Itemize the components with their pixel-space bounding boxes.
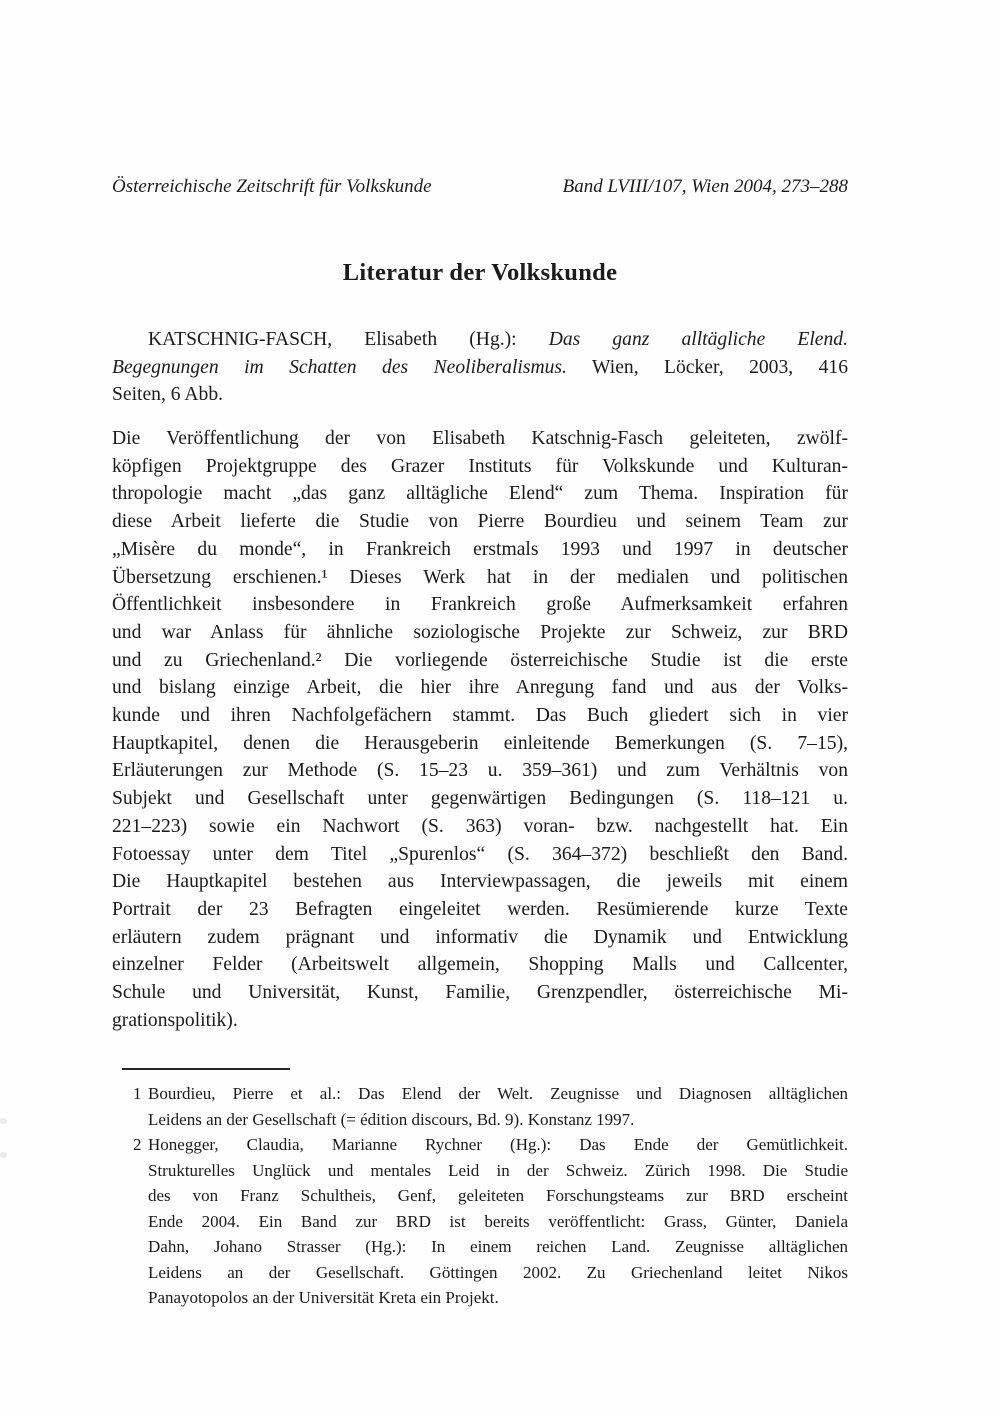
scan-artifact bbox=[0, 1152, 7, 1158]
footnote-line: Bourdieu, Pierre et al.: Das Elend der Welt. Zeugnisse und Diagnosen alltäglichen bbox=[148, 1084, 848, 1103]
footnote-item bbox=[133, 1081, 848, 1132]
body-line: Subjekt und Gesellschaft unter gegenwärtigen Bedingungen (S. 118–121 u. bbox=[112, 788, 848, 810]
body-line: kunde und ihren Nachfolgefächern stammt. Das Buch gliedert sich in vier bbox=[112, 705, 848, 727]
scan-artifact bbox=[0, 1118, 7, 1124]
body-line: „Misère du monde“, in Frankreich erstmals 1993 und 1997 in deutscher bbox=[112, 538, 848, 560]
footnote-item bbox=[133, 1132, 848, 1311]
footnote-line: Panayotopolos an der Universität Kreta ein Projekt. bbox=[148, 1288, 499, 1307]
body-line: Portrait der 23 Befragten eingeleitet werden. Resümierende kurze Texte bbox=[112, 898, 848, 920]
running-head bbox=[112, 175, 848, 199]
footnote-separator-rule bbox=[122, 1068, 290, 1070]
body-line: grationspolitik). bbox=[112, 1009, 238, 1031]
body-line: Erläuterungen zur Methode (S. 15–23 u. 359–361) und zum Verhältnis von bbox=[112, 760, 848, 782]
body-line: Fotoessay unter dem Titel „Spurenlos“ (S. 364–372) beschließt den Band. bbox=[112, 843, 848, 865]
page-title: Literatur der Volkskunde bbox=[342, 259, 618, 286]
citation-line bbox=[112, 381, 848, 409]
body-line: und bislang einzige Arbeit, die hier ihre Anregung fand und aus der Volks- bbox=[112, 677, 848, 699]
body-line: Die Veröffentlichung der von Elisabeth Katschnig-Fasch geleiteten, zwölf- bbox=[112, 428, 848, 449]
footnote-line: Leidens an der Gesellschaft. Göttingen 2002. Zu Griechenland leitet Nikos bbox=[148, 1262, 848, 1282]
body-line: Hauptkapitel, denen die Herausgeberin einleitende Bemerkungen (S. 7–15), bbox=[112, 732, 848, 754]
body-line: und zu Griechenland.² Die vorliegende österreichische Studie ist die erste bbox=[112, 649, 848, 671]
footnote-line: Dahn, Johano Strasser (Hg.): In einem reichen Land. Zeugnisse alltäglichen bbox=[148, 1237, 848, 1256]
footnote-line: Strukturelles Unglück und mentales Leid in der Schweiz. Zürich 1998. Die Studie bbox=[148, 1160, 848, 1180]
body-line: 221–223) sowie ein Nachwort (S. 363) voran- bzw. nachgestellt hat. Ein bbox=[112, 815, 848, 837]
body-line: Übersetzung erschienen.¹ Dieses Werk hat in der medialen und politischen bbox=[112, 566, 848, 588]
citation-book-title: Das ganz alltägliche Elend. bbox=[548, 329, 848, 350]
citation-line bbox=[112, 326, 848, 354]
footnote-line: Ende 2004. Ein Band zur BRD ist bereits veröffentlicht: Grass, Günter, Daniela bbox=[148, 1211, 848, 1231]
footnote-line: Leidens an der Gesellschaft (= édition discours, Bd. 9). Konstanz 1997. bbox=[148, 1109, 635, 1129]
body-line: Öffentlichkeit insbesondere in Frankreich große Aufmerksamkeit erfahren bbox=[112, 594, 848, 616]
body-line: und war Anlass für ähnliche soziologische Projekte zur Schweiz, zur BRD bbox=[112, 621, 848, 643]
citation-paragraph bbox=[112, 326, 848, 409]
body-line: erläutern zudem prägnant und informativ die Dynamik und Entwicklung bbox=[112, 926, 848, 948]
footnote-line: Honegger, Claudia, Marianne Rychner (Hg.): Das Ende der Gemütlichkeit. bbox=[148, 1135, 848, 1154]
citation-text: KATSCHNIG-FASCH, Elisabeth (Hg.): bbox=[148, 329, 549, 350]
citation-book-title: Begegnungen im Schatten des Neoliberalismus. bbox=[112, 356, 567, 378]
footnote-text bbox=[148, 1132, 848, 1311]
body-line: diese Arbeit lieferte die Studie von Pierre Bourdieu und seinem Team zur bbox=[112, 511, 848, 533]
citation-text: Wien, Löcker, 2003, 416 bbox=[566, 356, 848, 378]
footnotes-section bbox=[133, 1081, 848, 1311]
journal-title: Österreichische Zeitschrift für Volkskunde bbox=[112, 176, 432, 197]
citation-line bbox=[112, 354, 848, 382]
footnote-number: 1 bbox=[133, 1084, 142, 1103]
body-line: einzelner Felder (Arbeitswelt allgemein, Shopping Malls und Callcenter, bbox=[112, 954, 848, 976]
review-body bbox=[112, 425, 848, 1034]
body-line: Schule und Universität, Kunst, Familie, Grenzpendler, österreichische Mi- bbox=[112, 982, 848, 1004]
issue-info: Band LVIII/107, Wien 2004, 273–288 bbox=[562, 176, 848, 197]
body-line: Die Hauptkapitel bestehen aus Interviewpassagen, die jeweils mit einem bbox=[112, 871, 848, 893]
citation-text: Seiten, 6 Abb. bbox=[112, 384, 224, 406]
footnote-line: des von Franz Schultheis, Genf, geleiteten Forschungsteams zur BRD erscheint bbox=[148, 1186, 848, 1205]
body-line: köpfigen Projektgruppe des Grazer Instituts für Volkskunde und Kulturan- bbox=[112, 455, 848, 477]
body-line: thropologie macht „das ganz alltägliche Elend“ zum Thema. Inspiration für bbox=[112, 483, 848, 505]
footnote-text bbox=[148, 1081, 848, 1132]
footnote-number: 2 bbox=[133, 1135, 142, 1154]
